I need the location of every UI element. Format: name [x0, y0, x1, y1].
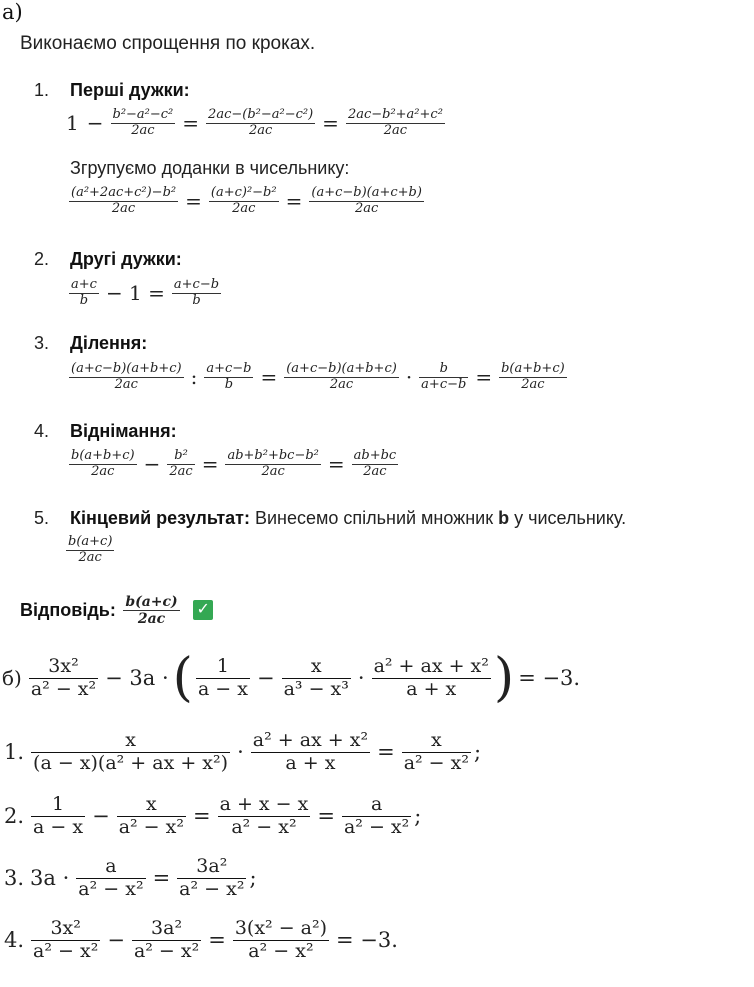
step-4-title: Віднімання: [70, 421, 177, 441]
fraction: $\frac{a}{\text{a² − x²}}$ [78, 855, 144, 900]
step-2-line: $\frac{a+c}{b}$ − 1 = $\frac{a+c-b}{b}$ [71, 277, 220, 308]
step-1-number: 1. [34, 80, 50, 100]
fraction: $\frac{b}{a+c-b}$ [421, 361, 467, 392]
fraction: $\frac{\text{3a²}}{\text{a² − x²}}$ [133, 917, 200, 962]
step-3-title: Ділення: [70, 333, 148, 353]
fraction: $\frac{x}{\text{a² − x²}}$ [403, 729, 469, 774]
fraction: $\frac{\text{a² + ax + x²}}{a + x}$ [373, 654, 489, 700]
step-1-line-2: $\frac{\text{(a²+2ac+c²)−b²}}{2ac}$ = $\frac{\text{(a+c)²−b²}}{2ac}$ = $\frac{(a+c-b)(a+c+b)}{2ac}$ [71, 185, 422, 216]
part-b-line-3: 3. 3a · $\frac{a}{\text{a² − x²}}$ = $\frac{\text{3a²}}{\text{a² − x²}}$ ; [4, 855, 257, 900]
fraction: $\frac{b(a+b+c)}{2ac}$ [501, 361, 565, 392]
fraction: $\frac{(a+c-b)(a+b+c)}{2ac}$ [286, 361, 397, 392]
step-5-number: 5. [34, 508, 50, 528]
fraction: $\frac{a+c-b}{b}$ [173, 277, 220, 308]
step-1-line-1: 1 − $\frac{\text{b²−a²−c²}}{2ac}$ = $\frac{\text{2ac−(b²−a²−c²)}}{2ac}$ = $\frac{\text{2ac−b²+a²+c²}}{2ac}$ [66, 107, 443, 138]
intro-text: Виконаємо спрощення по кроках. [20, 33, 316, 54]
part-b-line-2: 2. $\frac{1}{a - x}$ − $\frac{x}{\text{a² − x²}}$ = $\frac{a + x - x}{\text{a² − x²}}$ = $\frac{a}{\text{a² − x²}}$ ; [4, 793, 422, 838]
step-1-note: Згрупуємо доданки в чисельнику: [70, 158, 350, 178]
step-5-line [66, 535, 117, 566]
fraction: $\frac{\text{2ac−(b²−a²−c²)}}{2ac}$ [208, 107, 314, 138]
part-b-line-4: 4. $\frac{\text{3x²}}{\text{a² − x²}}$ − $\frac{\text{3a²}}{\text{a² − x²}}$ = $\frac{\text{3(x² − a²)}}{\text{a² − x²}}$ = −3. [4, 917, 398, 962]
answer-row [20, 594, 213, 627]
step-2-number: 2. [34, 249, 50, 269]
step-2-title: Другі дужки: [70, 249, 182, 269]
part-b-heading: б) [2, 666, 22, 690]
fraction: $\frac{\text{b²−a²−c²}}{2ac}$ [112, 107, 174, 138]
fraction: $\frac{1}{a - x}$ [33, 793, 84, 838]
fraction: $\frac{\text{2ac−b²+a²+c²}}{2ac}$ [347, 107, 443, 138]
step-5-text: Кінцевий результат: Винесемо спільний множник b у чисельнику. [70, 508, 627, 528]
fraction: $\frac{(a+c-b)(a+c+b)}{2ac}$ [311, 185, 422, 216]
fraction: $\frac{x}{\text{(a − x)(a² + ax + x²)}}$ [33, 729, 229, 774]
fraction: $\frac{b(a+b+c)}{2ac}$ [71, 448, 135, 479]
common-factor: b [498, 508, 510, 528]
step-1-title: Перші дужки: [70, 80, 190, 100]
fraction: $\frac{(a+c-b)(a+b+c)}{2ac}$ [71, 361, 182, 392]
part-b-line-1: 1. $\frac{x}{\text{(a − x)(a² + ax + x²)}}$ · $\frac{\text{a² + ax + x²}}{a + x}$ = $\frac{x}{\text{a² − x²}}$ ; [4, 729, 482, 774]
fraction: $\frac{a+c-b}{b}$ [206, 361, 252, 392]
step-3-number: 3. [34, 333, 50, 353]
fraction: $\frac{\text{3(x² − a²)}}{\text{a² − x²}}$ [234, 917, 328, 962]
fraction: $\frac{\text{(a²+2ac+c²)−b²}}{2ac}$ [71, 185, 177, 216]
fraction: $\frac{\text{3x²}}{\text{a² − x²}}$ [33, 917, 99, 962]
part-b-main-equation: б) $\frac{\text{3x²}}{\text{a² − x²}}$ − 3a ·( $\frac{1}{a - x}$ − $\frac{x}{\text{a³ − x³}}$ · $\frac{\text{a² + ax + x²}}{a + x}$ ) = −3. [2, 648, 581, 708]
step-4-line: $\frac{b(a+b+c)}{2ac}$ − $\frac{\text{b²}}{2ac}$ = $\frac{\text{ab+b²+bc−b²}}{2ac}$ = $\frac{ab+bc}{2ac}$ [71, 448, 397, 479]
fraction: $\frac{\text{a² + ax + x²}}{a + x}$ [252, 729, 369, 774]
fraction: $\frac{a}{\text{a² − x²}}$ [343, 793, 410, 838]
fraction: $\frac{x}{\text{a² − x²}}$ [118, 793, 184, 838]
fraction: $\frac{b(a+c)}{2ac}$ [68, 534, 113, 565]
part-a-heading: а) [2, 0, 23, 24]
answer-label: Відповідь: [20, 599, 116, 620]
step-3-line: $\frac{(a+c-b)(a+b+c)}{2ac}$ : $\frac{a+c-b}{b}$ = $\frac{(a+c-b)(a+b+c)}{2ac}$ · $\frac{b}{a+c-b}$ = $\frac{b(a+b+c)}{2ac}$ [71, 361, 565, 392]
fraction: $\frac{\text{(a+c)²−b²}}{2ac}$ [210, 185, 277, 216]
fraction: $\frac{\text{3a²}}{\text{a² − x²}}$ [179, 855, 245, 900]
fraction: $\frac{a+c}{b}$ [71, 277, 97, 308]
fraction: $\frac{1}{a - x}$ [197, 654, 248, 700]
answer-fraction: $\frac{b(a+c)}{2ac}$ [125, 594, 178, 628]
step-4-number: 4. [34, 421, 50, 441]
fraction: $\frac{ab+bc}{2ac}$ [353, 448, 397, 479]
fraction: $\frac{\text{ab+b²+bc−b²}}{2ac}$ [227, 448, 319, 479]
fraction: $\frac{a + x - x}{\text{a² − x²}}$ [219, 793, 309, 838]
minus-sign: − [86, 111, 104, 136]
check-mark-icon: ✓ [193, 600, 213, 620]
fraction: $\frac{\text{b²}}{2ac}$ [169, 448, 193, 479]
constant-one: 1 [66, 111, 79, 136]
fraction: $\frac{x}{\text{a³ − x³}}$ [283, 654, 349, 700]
fraction: $\frac{\text{3x²}}{\text{a² − x²}}$ [30, 654, 97, 700]
step-5-title: Кінцевий результат: [70, 508, 250, 528]
